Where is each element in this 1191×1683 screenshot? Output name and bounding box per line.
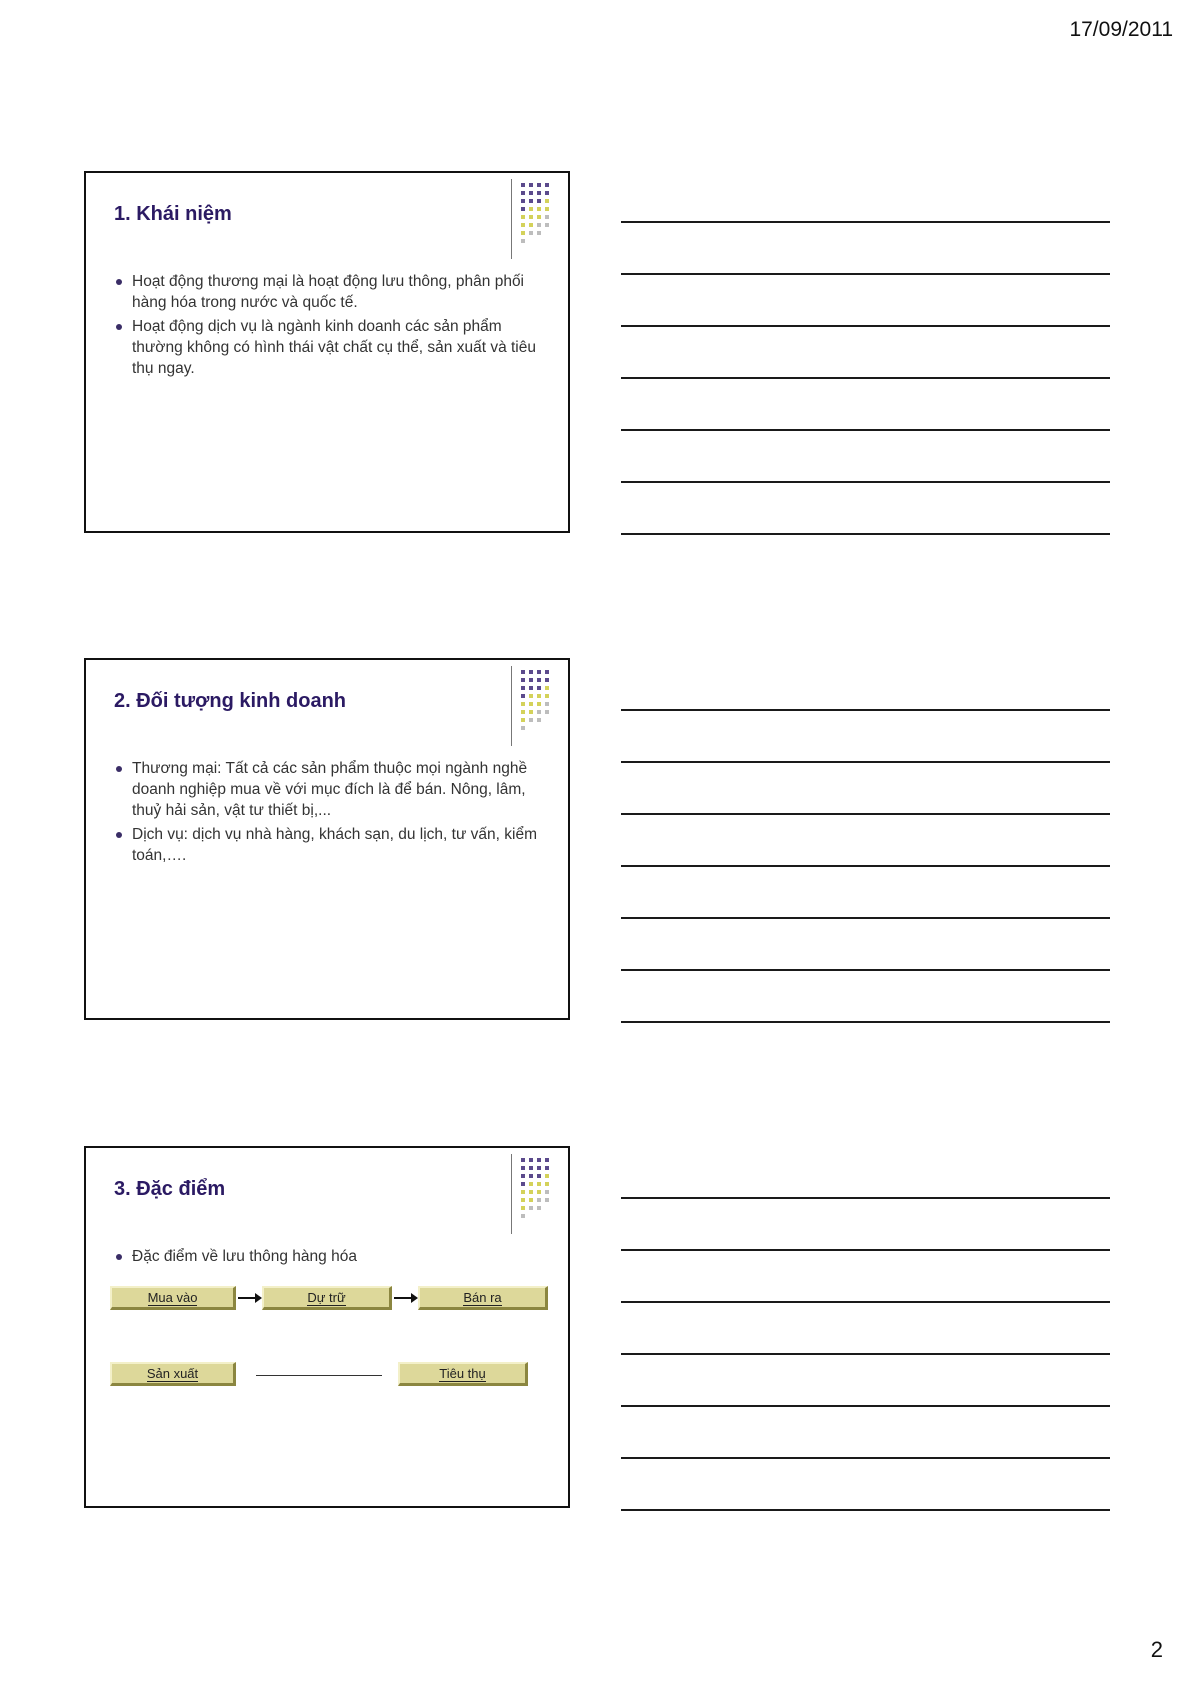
logo-dot <box>521 183 525 187</box>
bullet-list <box>112 271 542 382</box>
note-line <box>621 377 1110 379</box>
arrow-icon <box>238 1297 260 1299</box>
dot-grid-logo-icon <box>519 1156 567 1224</box>
bullet-item: Đặc điểm về lưu thông hàng hóa <box>112 1246 542 1267</box>
logo-dot <box>521 718 525 722</box>
arrow-icon <box>394 1297 416 1299</box>
logo-dot <box>545 702 549 706</box>
logo-dot <box>521 1174 525 1178</box>
note-line <box>621 481 1110 483</box>
logo-dot <box>521 223 525 227</box>
logo-dot <box>521 207 525 211</box>
logo-dot <box>521 694 525 698</box>
logo-dot <box>545 199 549 203</box>
slide-title: 3. Đặc điểm <box>114 1178 226 1200</box>
note-line <box>621 761 1110 763</box>
note-line <box>621 1301 1110 1303</box>
note-line <box>621 1249 1110 1251</box>
logo-dot <box>537 207 541 211</box>
logo-dot <box>545 710 549 714</box>
note-line <box>621 1197 1110 1199</box>
logo-dot <box>529 1182 533 1186</box>
flow-box-sell: Bán ra <box>418 1286 548 1310</box>
flow-connector <box>256 1375 382 1376</box>
slide-3 <box>84 1146 570 1508</box>
page-number: 2 <box>1150 1637 1163 1662</box>
note-line <box>621 221 1110 223</box>
logo-dot <box>545 1158 549 1162</box>
logo-dot <box>529 678 533 682</box>
logo-dot <box>521 1214 525 1218</box>
logo-dot <box>545 207 549 211</box>
bullet-item: Hoạt động dịch vụ là ngành kinh doanh các sản phẩm thường không có hình thái vật chất cụ thể, sản xuất và tiêu thụ ngay. <box>112 316 542 379</box>
flow-box-stock: Dự trữ <box>262 1286 392 1310</box>
logo-dot <box>545 183 549 187</box>
logo-dot <box>529 1174 533 1178</box>
logo-dot <box>537 1166 541 1170</box>
logo-dot <box>545 191 549 195</box>
logo-dot <box>529 702 533 706</box>
logo-dot <box>521 678 525 682</box>
bullet-item: Dịch vụ: dịch vụ nhà hàng, khách sạn, du lịch, tư vấn, kiểm toán,…. <box>112 824 542 866</box>
logo-dot <box>521 702 525 706</box>
logo-dot <box>545 215 549 219</box>
logo-dot <box>537 223 541 227</box>
note-line <box>621 1509 1110 1511</box>
logo-dot <box>537 678 541 682</box>
logo-dot <box>537 231 541 235</box>
logo-dot <box>529 1198 533 1202</box>
flow-box-buy: Mua vào <box>110 1286 236 1310</box>
logo-dot <box>521 215 525 219</box>
logo-dot <box>529 231 533 235</box>
logo-dot <box>529 215 533 219</box>
bullet-list <box>112 758 542 869</box>
slide-title: 1. Khái niệm <box>114 203 232 225</box>
note-line <box>621 1353 1110 1355</box>
logo-dot <box>537 183 541 187</box>
logo-dot <box>537 1182 541 1186</box>
logo-dot <box>521 1158 525 1162</box>
logo-dot <box>529 191 533 195</box>
note-line <box>621 917 1110 919</box>
flow-box-produce: Sản xuất <box>110 1362 236 1386</box>
logo-dot <box>529 718 533 722</box>
logo-dot <box>521 1206 525 1210</box>
logo-dot <box>521 239 525 243</box>
note-line <box>621 709 1110 711</box>
logo-dot <box>545 678 549 682</box>
logo-dot <box>545 670 549 674</box>
logo-dot <box>545 686 549 690</box>
logo-dot <box>545 223 549 227</box>
slide-divider <box>511 179 512 259</box>
flow-box-consume: Tiêu thụ <box>398 1362 528 1386</box>
note-line <box>621 969 1110 971</box>
bullet-list <box>112 1246 542 1270</box>
logo-dot <box>521 191 525 195</box>
logo-dot <box>537 718 541 722</box>
slide-1 <box>84 171 570 533</box>
note-line <box>621 1457 1110 1459</box>
logo-dot <box>537 1158 541 1162</box>
logo-dot <box>537 1198 541 1202</box>
logo-dot <box>537 694 541 698</box>
logo-dot <box>545 1198 549 1202</box>
note-line <box>621 533 1110 535</box>
logo-dot <box>545 1166 549 1170</box>
logo-dot <box>537 199 541 203</box>
note-line <box>621 865 1110 867</box>
slide-2 <box>84 658 570 1020</box>
logo-dot <box>529 694 533 698</box>
logo-dot <box>545 1190 549 1194</box>
logo-dot <box>521 1190 525 1194</box>
logo-dot <box>537 670 541 674</box>
logo-dot <box>545 1174 549 1178</box>
note-line <box>621 429 1110 431</box>
logo-dot <box>537 1174 541 1178</box>
logo-dot <box>521 199 525 203</box>
note-line <box>621 813 1110 815</box>
note-line <box>621 1405 1110 1407</box>
bullet-item: Hoạt động thương mại là hoạt động lưu thông, phân phối hàng hóa trong nước và quốc tế. <box>112 271 542 313</box>
logo-dot <box>529 710 533 714</box>
bullet-item: Thương mại: Tất cả các sản phẩm thuộc mọi ngành nghề doanh nghiệp mua về với mục đích là để bán. Nông, lâm, thuỷ hải sản, vật tư thiết bị,... <box>112 758 542 821</box>
logo-dot <box>529 199 533 203</box>
logo-dot <box>537 1206 541 1210</box>
slide-divider <box>511 666 512 746</box>
note-line <box>621 325 1110 327</box>
logo-dot <box>529 207 533 211</box>
logo-dot <box>521 1198 525 1202</box>
logo-dot <box>537 215 541 219</box>
logo-dot <box>521 1182 525 1186</box>
slide-title: 2. Đối tượng kinh doanh <box>114 690 347 712</box>
note-line <box>621 273 1110 275</box>
logo-dot <box>529 686 533 690</box>
logo-dot <box>529 1158 533 1162</box>
logo-dot <box>529 670 533 674</box>
logo-dot <box>521 686 525 690</box>
logo-dot <box>537 702 541 706</box>
logo-dot <box>521 710 525 714</box>
logo-dot <box>529 183 533 187</box>
logo-dot <box>537 686 541 690</box>
logo-dot <box>521 670 525 674</box>
logo-dot <box>537 710 541 714</box>
logo-dot <box>537 191 541 195</box>
logo-dot <box>545 694 549 698</box>
slide-divider <box>511 1154 512 1234</box>
dot-grid-logo-icon <box>519 181 567 249</box>
logo-dot <box>521 231 525 235</box>
logo-dot <box>537 1190 541 1194</box>
logo-dot <box>529 1206 533 1210</box>
logo-dot <box>521 1166 525 1170</box>
logo-dot <box>529 223 533 227</box>
note-line <box>621 1021 1110 1023</box>
logo-dot <box>521 726 525 730</box>
page-date: 17/09/2011 <box>1069 18 1173 41</box>
logo-dot <box>529 1190 533 1194</box>
logo-dot <box>545 1182 549 1186</box>
dot-grid-logo-icon <box>519 668 567 736</box>
logo-dot <box>529 1166 533 1170</box>
